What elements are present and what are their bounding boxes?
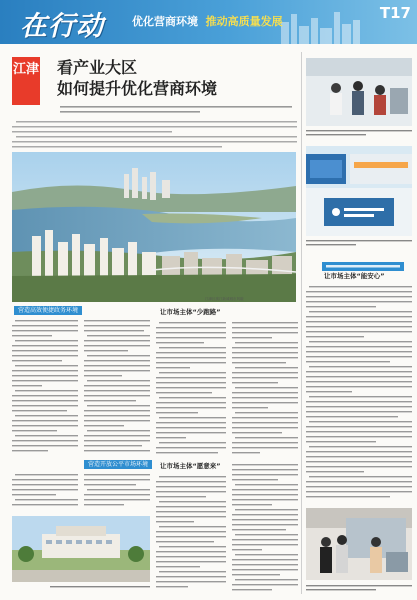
- text-line: [309, 341, 412, 342]
- col-right-text: [306, 284, 412, 502]
- section1-head: 营造高效便捷政务环境: [14, 306, 82, 315]
- section-head-right-glyphs: [326, 262, 400, 271]
- col8-text-lines: [232, 462, 298, 594]
- text-line: [306, 491, 412, 492]
- banner-tagline-a: 优化营商环境: [132, 15, 198, 28]
- text-line: [306, 316, 412, 317]
- text-line: [306, 306, 376, 307]
- text-line: [306, 321, 412, 322]
- caption-government-building-line: [50, 585, 150, 589]
- text-line: [309, 446, 412, 447]
- text-line: [306, 456, 412, 457]
- col4-text-lines: [232, 320, 298, 456]
- text-line: [306, 426, 412, 427]
- text-line: [309, 421, 412, 422]
- photo-factory-illustration: [306, 508, 412, 580]
- text-line: [306, 301, 412, 302]
- col1-text-lines: [12, 318, 78, 456]
- banner-tagline-b: 推动高质量发展: [205, 15, 283, 28]
- skyline-decoration: [279, 8, 369, 44]
- col2-text: [84, 318, 150, 456]
- col5-text: [12, 472, 78, 512]
- headline: [57, 58, 217, 100]
- text-line: [306, 496, 390, 497]
- headline-line2: 如何提升优化营商环境: [57, 79, 218, 98]
- text-line: [306, 481, 412, 482]
- caption-service-hall-lines: [306, 239, 412, 247]
- text-line: [306, 401, 412, 402]
- text-line: [306, 386, 412, 387]
- city-tag: 江津: [12, 57, 40, 105]
- caption-government-building: [50, 585, 150, 591]
- text-line: [309, 396, 412, 397]
- banner-tagline: [132, 13, 283, 29]
- column-divider: [301, 52, 302, 594]
- text-line: [306, 331, 412, 332]
- text-line: [306, 411, 412, 412]
- text-line: [306, 346, 412, 347]
- col3-text: [156, 320, 226, 456]
- caption-officials: [306, 129, 412, 139]
- photo-service-hall: [306, 146, 412, 236]
- text-line: [306, 471, 364, 472]
- caption-factory: [306, 584, 412, 594]
- hero-caption: 江津区滨江新城城市风貌: [205, 297, 244, 301]
- text-line: [306, 441, 376, 442]
- subhead-right: 让市场主体“能安心”: [324, 272, 385, 280]
- col-right-text-lines: [306, 284, 412, 502]
- col3-text-lines: [156, 320, 226, 456]
- text-line: [306, 296, 412, 297]
- col1-text: [12, 318, 78, 456]
- page-number: [380, 5, 411, 21]
- text-line: [306, 431, 412, 432]
- text-line: [306, 361, 390, 362]
- text-line: [306, 461, 412, 462]
- text-line: [309, 286, 412, 287]
- intro-text-lines: [12, 120, 297, 150]
- subhead-low: 让市场主体“愿意来”: [160, 462, 221, 470]
- text-line: [306, 336, 364, 337]
- section-head-right: [322, 262, 404, 271]
- text-line: [306, 356, 412, 357]
- col2-text-lines: [84, 318, 150, 456]
- photo-officials-visit: [306, 58, 412, 126]
- headline-line1: 看产业大区: [57, 58, 138, 77]
- text-line: [309, 476, 412, 477]
- text-line: [306, 486, 412, 487]
- caption-officials-lines: [306, 129, 412, 137]
- text-line: [306, 466, 412, 467]
- text-line: [306, 326, 412, 327]
- text-line: [306, 351, 412, 352]
- text-line: [306, 371, 412, 372]
- text-line: [306, 381, 412, 382]
- section2-head: 营造开放公平市场环境: [84, 460, 152, 469]
- banner-title: 在行动: [20, 11, 104, 42]
- col8-text: [232, 462, 298, 594]
- text-line: [306, 436, 412, 437]
- text-line: [306, 406, 412, 407]
- text-line: [306, 376, 412, 377]
- photo-officials-illustration: [306, 58, 412, 126]
- photo-factory: [306, 508, 412, 580]
- col6-text-lines: [84, 472, 150, 512]
- text-line: [306, 291, 412, 292]
- subhead-mid: 让市场主体“少跑路”: [160, 308, 221, 316]
- caption-factory-lines: [306, 584, 412, 592]
- text-line: [309, 311, 412, 312]
- text-line: [306, 391, 352, 392]
- col6-text: [84, 472, 150, 512]
- lead-text-block: [60, 105, 292, 119]
- lead-text-lines: [60, 105, 292, 117]
- page-banner: [0, 0, 417, 44]
- page-number-value: T17: [379, 4, 411, 22]
- col7-text: [156, 474, 226, 594]
- photo-service-hall-illustration: [306, 146, 412, 236]
- caption-service-hall: [306, 239, 412, 249]
- hero-city-photo: [12, 152, 296, 302]
- photo-government-building-illustration: [12, 516, 150, 582]
- col5-text-lines: [12, 472, 78, 512]
- text-line: [306, 416, 398, 417]
- col4-text: [232, 320, 298, 456]
- col7-text-lines: [156, 474, 226, 594]
- text-line: [306, 451, 412, 452]
- photo-government-building: [12, 516, 150, 582]
- hero-city-illustration: [12, 152, 296, 302]
- intro-text-block: [12, 120, 297, 152]
- text-line: [309, 366, 412, 367]
